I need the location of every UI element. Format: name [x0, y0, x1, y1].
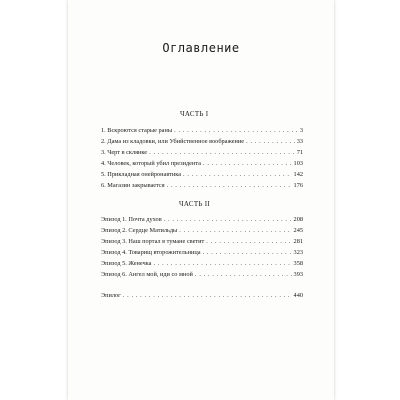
toc-entry-page: 3	[299, 127, 303, 134]
toc-entry[interactable]	[101, 249, 303, 260]
toc-entry-page: 71	[296, 149, 303, 156]
dot-leader	[167, 182, 292, 189]
dot-leader	[203, 249, 292, 256]
toc-entry[interactable]	[101, 138, 303, 149]
toc-entry[interactable]	[101, 238, 303, 249]
toc-entry[interactable]	[101, 227, 303, 238]
toc-entry[interactable]	[101, 127, 303, 138]
toc-entry-title: 4. Человек, который убил президента	[101, 160, 201, 167]
toc-entry-page: 393	[293, 271, 303, 278]
dot-leader	[179, 227, 291, 234]
epilogue-toc-list	[101, 292, 303, 303]
dot-leader	[195, 271, 292, 278]
dot-leader	[153, 260, 291, 267]
part-2-toc-list	[101, 216, 303, 282]
book-page	[68, 0, 334, 400]
toc-entry-page: 358	[293, 260, 303, 267]
toc-entry[interactable]	[101, 271, 303, 282]
toc-entry-page: 323	[293, 249, 303, 256]
toc-entry[interactable]	[101, 182, 303, 193]
toc-entry-page: 281	[293, 238, 303, 245]
toc-entry-page: 33	[296, 138, 303, 145]
toc-entry-title: Эпизод 1. Почта духов	[101, 216, 162, 223]
dot-leader	[149, 149, 295, 156]
toc-entry-title: 3. Черт в склянке	[101, 149, 148, 156]
toc-entry-title: 1. Вскроются старые раны	[101, 127, 173, 134]
toc-entry-title: 5. Прикладная онейронавтика	[101, 171, 182, 178]
toc-entry[interactable]	[101, 216, 303, 227]
dot-leader	[164, 216, 292, 223]
toc-entry-epilogue[interactable]	[101, 292, 303, 303]
toc-entry-page: 103	[293, 160, 303, 167]
dot-leader	[206, 238, 291, 245]
toc-entry-page: 208	[293, 216, 303, 223]
toc-entry[interactable]	[101, 171, 303, 182]
toc-entry-title: 2. Дама из кладовки, или Убийственное воображение	[101, 138, 245, 145]
toc-entry-title: Эпизод 3. Наш портал в тумане светит	[101, 238, 205, 245]
toc-entry-title: Эпилог	[101, 292, 121, 299]
toc-entry-title: 6. Магазин закрывается	[101, 182, 165, 189]
toc-entry-page: 176	[293, 182, 303, 189]
toc-entry-title: Эпизод 4. Товарищ второжительница	[101, 249, 201, 256]
toc-entry-page: 440	[293, 292, 303, 299]
dot-leader	[123, 292, 292, 299]
part-2-heading: ЧАСТЬ II	[179, 200, 211, 208]
toc-entry-title: Эпизод 2. Сердце Матильды	[101, 227, 178, 234]
dot-leader	[203, 160, 292, 167]
toc-entry[interactable]	[101, 260, 303, 271]
toc-entry-title: Эпизод 5. Женечка	[101, 260, 152, 267]
dot-leader	[183, 171, 292, 178]
page-title: Оглавление	[162, 41, 240, 55]
dot-leader	[174, 127, 298, 134]
toc-entry[interactable]	[101, 160, 303, 171]
part-1-heading: ЧАСТЬ I	[180, 110, 209, 118]
toc-entry-title: Эпизод 6. Ангел мой, иди со мной	[101, 271, 193, 278]
dot-leader	[246, 138, 295, 145]
toc-entry-page: 142	[293, 171, 303, 178]
part-1-toc-list	[101, 127, 303, 193]
toc-entry-page: 245	[293, 227, 303, 234]
toc-entry[interactable]	[101, 149, 303, 160]
